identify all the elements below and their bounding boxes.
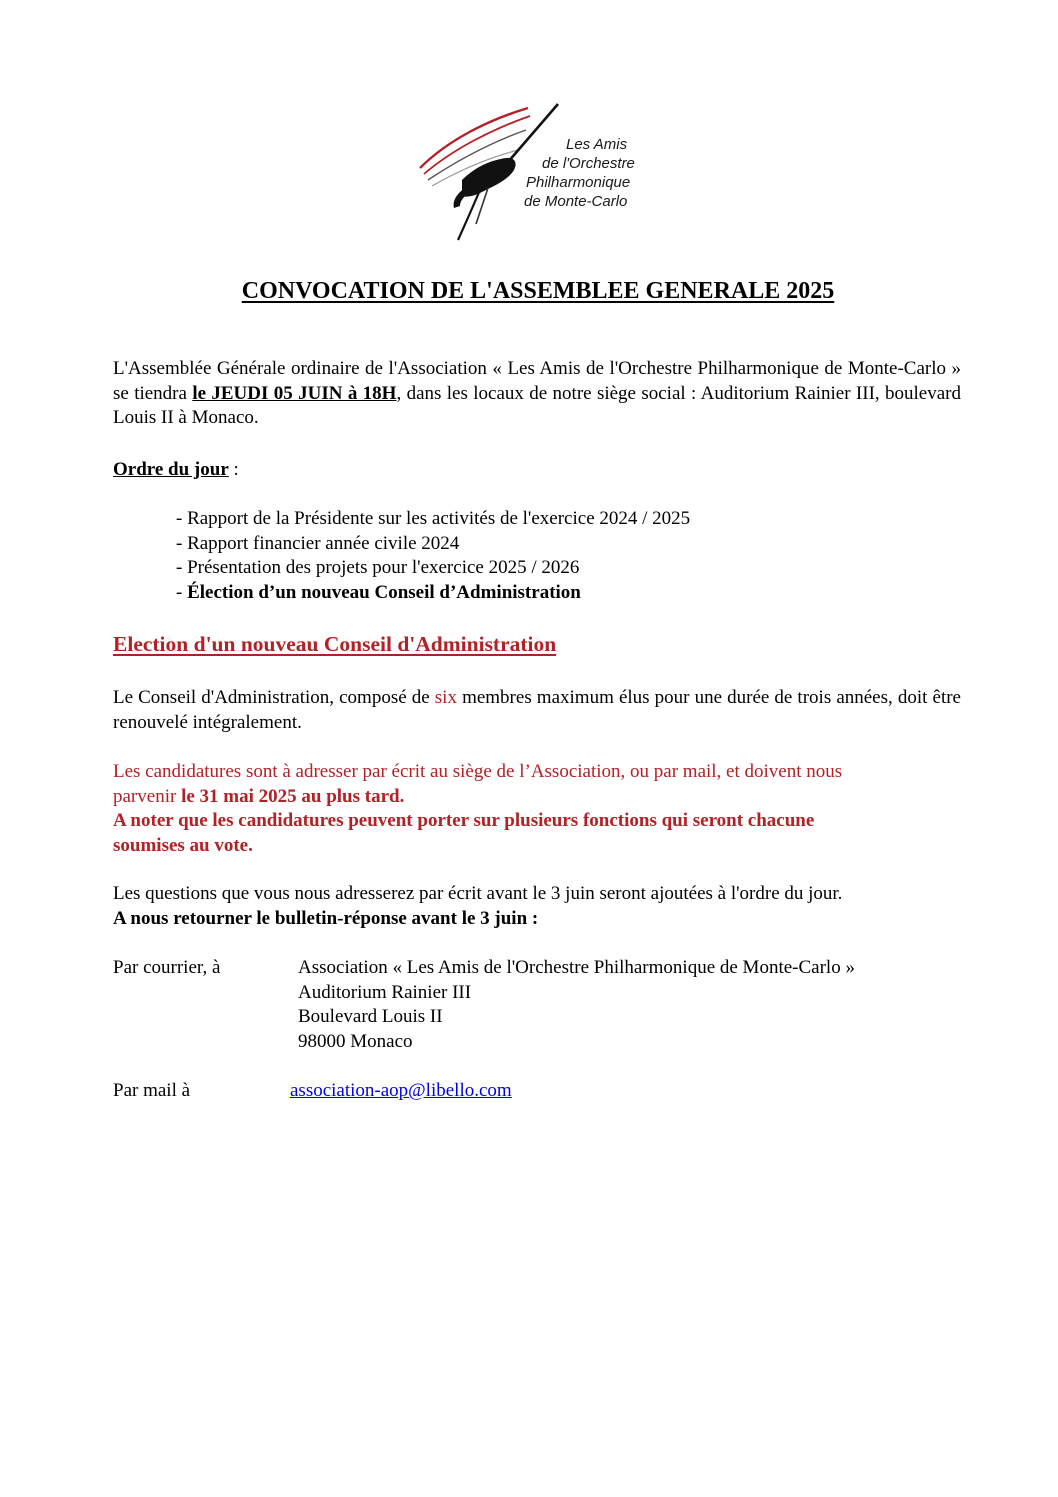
courrier-label: Par courrier, à [113,957,221,978]
note-line: A noter que les candidatures peuvent porter sur plusieurs fonctions qui seront chacune [113,810,815,831]
note-line: soumises au vote. [113,834,253,856]
questions-paragraph [113,882,961,931]
agenda-list [176,507,976,605]
intro-text: L'Assemblée Générale ordinaire de l'Association « Les Amis de l'Orchestre Philharmonique de Monte-Carlo » se tiendra [113,358,961,404]
election-heading: Election d'un nouveau Conseil d'Administration [113,632,557,656]
agenda-item: - Rapport financier année civile 2024 [176,532,460,554]
logo-line: de l'Orchestre [542,155,635,172]
candidatures-deadline: le 31 mai 2025 au plus tard. [181,785,405,807]
mail-label: Par mail à [113,1080,191,1101]
logo-wordmark [522,135,635,211]
candidatures-paragraph [113,760,961,858]
questions-text: Les questions que vous nous adresserez par écrit avant le 3 juin seront ajoutées à l'ordre du jour. [113,883,843,904]
candidatures-line: Les candidatures sont à adresser par écrit au siège de l’Association, ou par mail, et doivent nous [113,761,843,782]
email-link[interactable]: association-aop@libello.com [290,1080,512,1101]
logo-line: de Monte-Carlo [524,193,628,210]
agenda-item-election: Élection d’un nouveau Conseil d’Administration [187,581,581,603]
address-line: Boulevard Louis II [298,1006,443,1027]
address-line: Auditorium Rainier III [298,981,472,1003]
conseil-text-end: membres maximum élus pour une durée de trois années, doit être renouvelé intégralement. [113,687,961,733]
logo-line: Les Amis [566,136,628,153]
address-line: Association « Les Amis de l'Orchestre Philharmonique de Monte-Carlo » [298,957,855,978]
address-line: 98000 Monaco [298,1030,413,1052]
agenda-heading-colon: : [228,459,239,480]
association-logo [418,100,658,242]
agenda-item: - Rapport de la Présidente sur les activités de l'exercice 2024 / 2025 [176,508,691,529]
agenda-item: - Présentation des projets pour l'exercice 2025 / 2026 [176,557,580,578]
conseil-paragraph [113,686,961,735]
member-count: six [434,687,457,708]
document-title: CONVOCATION DE L'ASSEMBLEE GENERALE 2025 [241,278,835,304]
meeting-date: le JEUDI 05 JUIN à 18H [192,382,397,404]
intro-paragraph [113,357,961,431]
agenda-item-prefix: - [176,581,188,603]
candidatures-line [113,785,961,810]
logo-line: Philharmonique [526,174,631,191]
intro-text-end: , dans les locaux de notre siège social : Auditorium Rainier III, boulevard Louis II à Monaco. [113,382,961,428]
agenda-heading-label: Ordre du jour [113,459,229,480]
reply-instruction: A nous retourner le bulletin-réponse avant le 3 juin : [113,907,539,929]
agenda-heading [113,458,961,483]
conseil-text: Le Conseil d'Administration, composé de [113,687,435,708]
postal-address [298,956,855,1054]
agenda-item [176,581,976,606]
candidatures-prefix: parvenir [113,785,182,807]
